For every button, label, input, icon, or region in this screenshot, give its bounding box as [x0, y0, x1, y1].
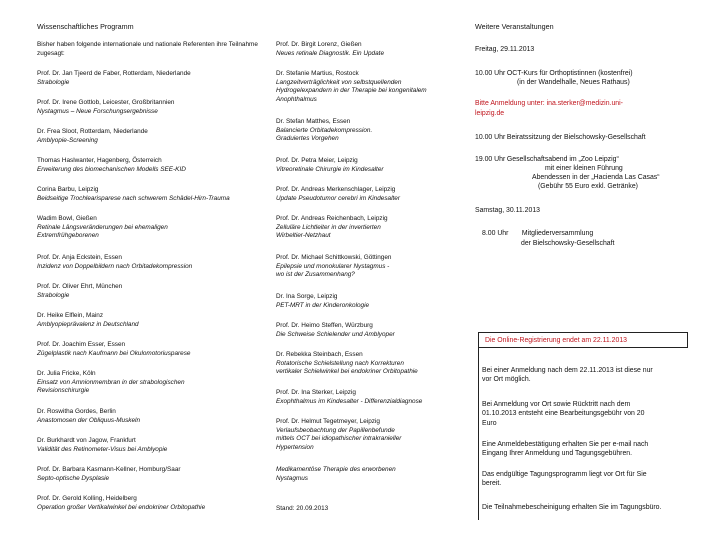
speaker-name: Corina Barbu, Leipzig [37, 186, 99, 193]
day-heading: Samstag, 30.11.2013 [475, 207, 540, 214]
talk-title: Update Pseudotumor cerebri im Kindesalter [276, 194, 400, 202]
note-line: Das endgültige Tagungsprogramm liegt vor Ort für Sie [482, 471, 647, 478]
talk-title: Hypertension [276, 443, 314, 451]
event-text: (in der Wandelhalle, Neues Rathaus) [517, 79, 630, 86]
speaker-entry [37, 254, 192, 271]
registration-note: Bitte Anmeldung unter: ina.sterker@medizin.uni- [475, 100, 623, 107]
speaker-name: Dr. Burkhardt von Jagow, Frankfurt [37, 437, 136, 444]
speaker-name: Prof. Dr. Ina Sterker, Leipzig [276, 389, 356, 396]
intro-line: Bisher haben folgende internationale und nationale Referenten [37, 41, 215, 48]
talk-title: Nystagmus – Neue Forschungsergebnisse [37, 107, 158, 115]
event-time: 10.00 Uhr [475, 134, 506, 141]
speaker-entry [276, 41, 384, 58]
event-text: Gesellschaftsabend im „Zoo Leipzig“ [506, 156, 619, 163]
speaker-name: Dr. Heike Elflein, Mainz [37, 312, 104, 319]
talk-title: Septo-optische Dysplasie [37, 474, 110, 482]
speaker-entry [276, 118, 372, 144]
speaker-entry [276, 215, 388, 241]
speaker-entry [276, 157, 384, 174]
event-text: OCT-Kurs für Orthoptistinnen (kostenfrei) [506, 70, 633, 77]
talk-title: vertikaler Schielwinkel bei endokriner Orbitopathie [276, 368, 418, 376]
speaker-entry [276, 70, 427, 104]
talk-title: Balancierte Orbitadekompression. [276, 126, 373, 134]
info-note [482, 366, 702, 385]
info-note [482, 440, 702, 459]
speaker-entry [37, 408, 140, 425]
speaker-name: Dr. Stefan Matthes, Essen [276, 118, 351, 125]
talk-title: Operation großer Vertikalwinkel bei endokriner Orbitopathie [37, 503, 206, 511]
divider [478, 348, 479, 520]
speaker-name: Wadim Bowl, Gießen [37, 215, 97, 222]
speaker-entry [37, 283, 122, 300]
note-line: Eine Anmeldebestätigung erhalten Sie per e-mail nach [482, 441, 649, 448]
talk-title: mittels OCT bei idiopathischer intrakranieller [276, 435, 402, 443]
speaker-name: Dr. Rebekka Steinbach, Essen [276, 351, 363, 358]
event-item [475, 133, 646, 143]
event-text: Mitgliederversammlung [521, 230, 594, 237]
talk-title: Strabologie [37, 291, 70, 299]
note-line: 01.10.2013 entsteht eine Bearbeitungsgebühr von 20 [482, 410, 645, 418]
talk-title: Inzidenz von Doppelbildern nach Orbitadekompression [37, 262, 193, 270]
speaker-entry [276, 322, 395, 339]
speaker-entry [37, 99, 174, 116]
event-text: (Gebühr 55 Euro exkl. Getränke) [538, 183, 638, 190]
speaker-entry [276, 254, 391, 280]
speaker-name: Prof. Dr. Irene Gottlob, Leicester, Großbritannien [37, 99, 175, 106]
speaker-name: Prof. Dr. Gerold Kolling, Heidelberg [37, 495, 137, 502]
speaker-entry [37, 370, 185, 396]
info-note [482, 400, 702, 428]
talk-title: Neues retinale Diagnostik. Ein Update [276, 49, 384, 57]
talk-title: Validität des Retinometer-Visus bei Amblyopie [37, 445, 168, 453]
registration-deadline-box: Die Online-Registrierung endet am 22.11.2013 [478, 332, 688, 348]
speaker-name: Prof. Dr. Heimo Steffen, Würzburg [276, 322, 373, 329]
intro-line: ihre Teilnahme zugesagt: [37, 41, 258, 57]
day-heading: Freitag, 29.11.2013 [475, 46, 535, 53]
talk-title: Exophthalmus im Kindesalter - Differenzialdiagnose [276, 397, 423, 405]
event-time: 10.00 Uhr [475, 70, 506, 77]
talk-title: Medikamentöse Therapie des erworbenen [276, 466, 396, 473]
talk-title: Revisionschirurgie [37, 387, 90, 395]
note-line: Die Teilnahmebescheinigung erhalten Sie im Tagungsbüro. [482, 504, 662, 511]
speaker-name: Prof. Dr. Oliver Ehrt, München [37, 283, 123, 290]
talk-title: Anastomosen der Obliquus-Muskeln [37, 416, 141, 424]
talk-title: Extremfrühgeborenen [37, 232, 99, 240]
info-note [482, 503, 702, 512]
speaker-name: Prof. Dr. Andreas Reichenbach, Leipzig [276, 215, 388, 222]
speaker-name: Prof. Dr. Petra Meier, Leipzig [276, 157, 358, 164]
info-note [482, 470, 702, 489]
speaker-entry [37, 128, 148, 145]
event-time: 8.00 Uhr [482, 230, 509, 237]
speaker-entry [276, 186, 400, 203]
talk-title: Vitreoretinale Chirurgie im Kindesalter [276, 165, 384, 173]
talk-title: Amblyopieprävalenz in Deutschland [37, 320, 139, 328]
talk-title: Amblyopie-Screening [37, 136, 98, 144]
note-line: Bei Anmeldung vor Ort sowie Rücktritt nach dem [482, 401, 631, 408]
speaker-entry [37, 215, 168, 241]
talk-title: PET-MRT in der Kinderonkologie [276, 301, 370, 309]
note-line: vor Ort möglich. [482, 376, 531, 384]
talk-title: Nystagmus [276, 474, 308, 482]
speaker-name: Prof. Dr. Anja Eckstein, Essen [37, 254, 122, 261]
talk-title: Erweiterung des biomechanischen Modells SEE-KID [37, 165, 186, 173]
speaker-name: Prof. Dr. Helmut Tegetmeyer, Leipzig [276, 418, 380, 425]
speaker-entry [37, 312, 139, 329]
talk-title: Retinale Längsveränderungen bei ehemaligen [37, 223, 168, 231]
speaker-name: Thomas Haslwanter, Hagenberg, Österreich [37, 157, 162, 164]
speaker-name: Dr. Julia Fricke, Köln [37, 370, 96, 377]
talk-title: Hydrogelexpandern in der Therapie bei kongenitalem [276, 87, 427, 95]
speaker-name: Prof. Dr. Joachim Esser, Essen [37, 341, 126, 348]
speaker-name: Prof. Dr. Birgit Lorenz, Gießen [276, 41, 362, 48]
speaker-entry [276, 293, 369, 310]
talk-title: Epilepsie und monokularer Nystagmus - [276, 262, 390, 270]
talk-title: Verlaufsbeobachtung der Papillenbefunde [276, 426, 395, 434]
event-text: der Bielschowsky-Gesellschaft [521, 240, 615, 247]
events-heading: Weitere Veranstaltungen [475, 22, 554, 31]
section-heading: Wissenschaftliches Programm [37, 22, 134, 31]
talk-title: Langzeitverträglichkeit von selbstquellenden [276, 78, 402, 86]
speaker-name: Prof. Dr. Jan Tjeerd de Faber, Rotterdam, Niederlande [37, 70, 191, 77]
speaker-entry [37, 186, 230, 203]
talk-title: Einsatz von Amnionmembran in der strabologischen [37, 378, 185, 386]
speaker-entry [276, 418, 401, 452]
speaker-name: Dr. Frea Sloot, Rotterdam, Niederlande [37, 128, 148, 135]
speaker-entry [276, 389, 422, 406]
talk-title: Beidseitige Trochlearisparese nach schwerem Schädel-Hirn-Trauma [37, 194, 230, 202]
talk-title: Graduiertes Vorgehen [276, 135, 339, 143]
talk-title: Zügelplastik nach Kaufmann bei Okulomotoriusparese [37, 349, 191, 357]
note-line: Bei einer Anmeldung nach dem 22.11.2013 ist diese nur [482, 367, 653, 374]
talk-title: Anophthalmus [276, 95, 317, 103]
note-line: bereit. [482, 480, 502, 488]
intro-text [37, 41, 265, 58]
speaker-name: Prof. Dr. Barbara Kasmann-Kellner, Homburg/Saar [37, 466, 181, 473]
speaker-entry [37, 466, 181, 483]
speaker-name: Dr. Ina Sorge, Leipzig [276, 293, 338, 300]
talk-title: Zelluläre Lichtleiter in der invertierten [276, 223, 381, 231]
speaker-entry [37, 157, 186, 174]
speaker-entry [37, 437, 167, 454]
stand-date: Stand: 20.09.2013 [276, 505, 329, 512]
talk-title: Strabologie [37, 78, 70, 86]
speaker-entry [37, 70, 191, 87]
speaker-entry [276, 466, 396, 483]
speaker-entry [37, 341, 190, 358]
speaker-name: Dr. Roswitha Gordes, Berlin [37, 408, 116, 415]
event-text: mit einer kleinen Führung [545, 165, 623, 172]
note-line: Eingang Ihrer Anmeldung und Tagungsgebühren. [482, 450, 633, 458]
speaker-entry [37, 495, 205, 512]
note-line: Euro [482, 419, 497, 427]
registration-note: leipzig.de [475, 110, 505, 117]
speaker-name: Dr. Stefanie Martius, Rostock [276, 70, 359, 77]
speaker-name: Prof. Dr. Michael Schittkowski, Göttingen [276, 254, 392, 261]
event-item [482, 229, 593, 239]
talk-title: Die Schweise Schielender und Amblyoper [276, 330, 395, 338]
talk-title: wo ist der Zusammenhang? [276, 271, 355, 279]
speaker-entry [276, 351, 418, 377]
talk-title: Rotatorische Schielstellung nach Korrekturen [276, 359, 404, 367]
event-text: Beiratssitzung der Bielschowsky-Gesellschaft [506, 134, 646, 141]
talk-title: Wirbeltier-Netzhaut [276, 232, 331, 240]
event-text: Abendessen in der „Hacienda Las Casas“ [532, 174, 660, 181]
event-time: 19.00 Uhr [475, 156, 506, 163]
speaker-name: Prof. Dr. Andreas Merkenschlager, Leipzig [276, 186, 396, 193]
